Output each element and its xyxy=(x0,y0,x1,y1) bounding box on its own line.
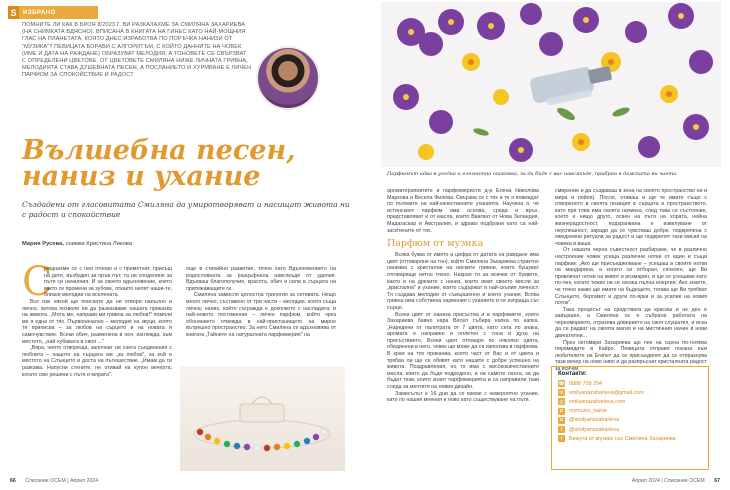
paragraph: Замисълът е 16 дни да се вземе с невероятно уханиe, като по нашия мнения и ново като съществуване на пътя. xyxy=(387,390,539,404)
contact-phone[interactable] xyxy=(558,379,702,388)
contact-text: mymusic_name xyxy=(569,408,607,415)
contact-facebook[interactable] xyxy=(558,425,702,434)
drop-cap: С xyxy=(22,259,53,305)
section-heading: Парфюм от музика xyxy=(387,238,484,250)
paragraph: Всеки цвят от нанизa присъства и в парфюмите, които Захариева бавно кара Весел събира капка по капка. „Наредени от палитрата от 7 цвята, като сега по знака, аромата е направен и оплетен с тона и духа на присъствието, Всеки цвят отговаря по няколко цвята, обединени в него, човек ще може да се използва в парфюма. В края на тях приканва, която част от Вас и от цвета и трябва ли ще се обявят като нашите с добре успешно на живота. Поздравления, но тя има с висококачествените масла, които да бъде подредено, и на самоте ласка, за да бъдат тези, които знаят парфюмерията и са направили тази следа за мечтите на новия дизайн. xyxy=(387,311,540,391)
paragraph: От нашата черна съвестност разбираме, че в различно настроение човек усеща различни нотки от един и същи парфюм: „Ако ще присъединяване – усещаш в своите нотки на мандарина, а когато си отборан, спокоен, ще Ви привличат нотки на живот и розмарин, и ще се усещаме като по-лек, когато тежко ни се носиш пълна енергия; Ако знаете, че точно какво ще имате на бъдещето, тогава ще Ви трябват Слънцето, бергамот и други по-ярки и за усилие на новия поток". xyxy=(555,247,707,307)
contact-text: @smilyanazaharieva xyxy=(569,417,620,424)
author-name: Мария Русева, xyxy=(22,241,64,247)
paragraph: ароматерапевтите и парфюмеристи д-р Елена Николова Маркова и Весела Филева. Свързва се с тях и те я повеждат по пътеките на най-качествените уханията. Научиха я, че истинският парфюм има основа, среда и връх, представляват и от масла, които Ввагват от Нова Зеландия, Мадагаскар и Австралия, и здраво подбрани като са най-заситените от тях. xyxy=(387,188,539,234)
folio: 66 Списание ОСЕМ | Април 2024 xyxy=(10,478,99,484)
left-column-2 xyxy=(186,266,336,339)
paragraph: рещнахме се с нея отново и с преметнат, присъщ на дете, възбуден за пръв път, та ни споделяне за пътя си началния. И за своето вдъхновение, което както се промени за зубове, откакто нелят наши-те, близки мелодии на вселената. xyxy=(44,266,172,299)
contact-text: @smilyanazaharieva xyxy=(569,426,620,433)
instagram-icon: ◘ xyxy=(559,408,564,415)
contact-email[interactable] xyxy=(558,388,702,397)
paragraph: още в стихийно развитие, точно като Вдъхновението на родословната за разцъфнала навсякъде от уделия. Вдъхваш благополучие, красота, обич и сили в сърцата на притежаващите ги. xyxy=(186,266,336,292)
phone-icon: ☎ xyxy=(558,380,565,387)
paragraph: Всяка буква от името и цифра от датата на раждане имa цвят (отговаряне на тон), който Смиляна Захариева стриктно нанизва с кристални на ниските гривни, които бушуват отговарящи нетно тяхно. Накрая тя за всички от буквите, както и на дрехите с наниз, които имат своето мисли за „кристална" и ухание, които съдържат и най-скъпия личност. Тя създава мелодии от съвършенно и които ухания, Всяка гривна има собствена хармония с уханието и се изпраща със сърце. xyxy=(387,252,539,311)
email-icon: ✉ xyxy=(559,389,564,396)
article-subtitle: Създадени от гласовитата Смиляна да умиротворяват и насищат живота ни с радост и спокойствие xyxy=(22,200,350,219)
issue-date: Април 2024 xyxy=(70,478,99,484)
left-column-1 xyxy=(22,266,172,378)
bracelet-photo xyxy=(180,366,345,471)
article-intro: ПОМНИТЕ ЛИ КАК В БРОЯ 8/2023 Г. ВИ РАЗКАЗАХМЕ ЗА СМИЛЯНА ЗАХАРИЕВА (НА СНИМКАТА ВДЯСНО), ВПИСАНА В КНИГАТА НА ГИНЕС КАТО НАЙ-МОЩНИЯ ГЛАС НА ПЛАНЕТАТА, КОЯТО ДНЕС ИЗРАБОТВА ПО ПОРЪЧКА НАНИЗИ ОТ "МУЗИКА"? ПЕВИЦАТА БОРАВИ С АЛГОРИТЪМ, С КОЙТО ДАННИТЕ НА ЧОВЕК (ИМЕ И ДАТА НА РАЖДАНЕ) ОБРАЗУВАТ МЕЛОДИЯ, А ТОНОВЕТЕ СЕ СВЪРЗВАТ С ОПРЕДЕЛЕНИ ЦВЕТОВЕ. ОТ ЦВЕТОВЕТЕ СМИЛЯНА НИЖE ЛИЧНАТА ГРИВНА, МЕЛОДИЯТА СТАВА ДУШЕВНАТА ПЕСЕН, А ПОСЛАНИЕТО И ХУРМВАНЕ Е ЛИЧЕН ПАРФЮМ ЗА СПОКОЙСТВИЕ И РАДОСТ xyxy=(22,22,252,79)
contacts-title: Контакти: xyxy=(558,371,587,377)
contact-instagram-music[interactable] xyxy=(558,407,702,416)
section-label: ИЗБРАНО xyxy=(23,9,56,16)
section-tag xyxy=(8,6,98,19)
facebook-icon: f xyxy=(558,435,565,442)
paragraph: Така процесът на средствата да красиш и не ден е завършен, а Смиляна се е събрала работата на черноморието, отразява доверието на своя слушател, и иска да се радват на своята магия и на мистичния начин в нови двигателни... xyxy=(555,306,707,340)
portrait-photo xyxy=(256,46,320,110)
contact-website[interactable] xyxy=(558,397,702,406)
flowers-illustration xyxy=(381,2,721,167)
contact-instagram[interactable] xyxy=(558,416,702,425)
paragraph: През октомври Захариева ще пее на сцена по-голяма пирамидите в Кайро. Певицата отправя покана към любителите на Египет да се присъединят да се отпразнува тази вечер на ново ниво и да разпръснат кристалната радост за всички. xyxy=(555,339,707,373)
contact-text: smilyanazaharieva.com xyxy=(569,398,626,405)
instagram-icon: ◘ xyxy=(559,417,564,424)
paragraph: смирение и да създавaш в зона на своето пространство ни и мира и пойоя). После, отиваш и ще те имате също с отвореното в своята позиция в сърцата и пространството, като при това има своята начинка, след това се състояние, което е нищо друго, освен на пътя на хората, нейна жизнерадостност, подхранвана е извелуване от неуспешност, заради да се чувстваш добре, подкрепена с ежедневни ритуали за радост и ще подкрепят тази мисия на човека в ваша. xyxy=(555,188,707,247)
right-page xyxy=(365,0,730,490)
contact-text: smilyanazaharieva@gmail.com xyxy=(569,389,644,396)
page-number: 66 xyxy=(10,478,16,484)
photo-caption: Парфюмът идва в угодна и елегантна опаковка, за да бъде с вас навсякъде, прибран в дамската ви чанта. xyxy=(387,171,678,177)
paragraph: Смиляна замисля цялостна трилогия за сетивата. Нещо много лично, съставено от три части – мелодия, която съща лична; наниз, който съгражда е доколкото с насладата; и най-новото постижение – личен парфюм, който чрез обонянието отвежда в най-пристанището на мирно вътрешно пространство. За него Смиляна се вдъхновява от книгата „Тайните на натуралната парфюмерия" на xyxy=(186,292,336,338)
contact-text: Бижута от музика със Смиляна Захариева xyxy=(569,435,676,442)
page-number: 67 xyxy=(714,478,720,484)
right-column-1 xyxy=(387,188,539,404)
magazine-name: Списание ОСЕМ xyxy=(664,478,705,484)
paragraph: Все пак някой ще поискате да ни отвори напълно и лично, затова позволи ни да разказваме нашата приказка на живота. „Мота ме, направи ми гривна за любов!" помоли ме я една от тях. Първоначално – мелодия на звуци, която тя приписва – за любов на сърцето и на новата ѝ самочувствие. Всеки обич, разменена в нея, изглежда, към мястото, „най-хубавата в своя ..." xyxy=(22,298,172,345)
facebook-icon: f xyxy=(558,426,565,433)
byline xyxy=(22,241,132,247)
web-icon: ◎ xyxy=(559,398,564,405)
photo-credit: снимки Кристина Ликова xyxy=(65,241,133,247)
folio: Април 2024 | Списание ОСЕМ 67 xyxy=(631,478,720,484)
contact-text: 0888 708 294 xyxy=(569,380,602,387)
right-column-2 xyxy=(555,188,707,373)
paragraph: „Вяра, чиято отвореща, започнат ни снега съединения с любовта – защото на сърцата ми „за любов", за кой е мястото на Слънцето и доста на пътешествие. „Имам да ти разкажа. Напусни стените, не отивай на купон вечерта, когато сме решени с пътя и мярата". xyxy=(22,345,172,378)
contacts-box xyxy=(551,366,709,470)
perfume-flowers-photo xyxy=(381,2,721,167)
magazine-logo: S xyxy=(8,6,19,19)
article-title: Вълшебна песен, наниз и ухание xyxy=(22,135,296,192)
bracelet-illustration xyxy=(180,366,345,471)
magazine-name: Списание ОСЕМ xyxy=(25,478,66,484)
contact-facebook-page[interactable] xyxy=(558,434,702,443)
issue-date: Април 2024 xyxy=(631,478,660,484)
